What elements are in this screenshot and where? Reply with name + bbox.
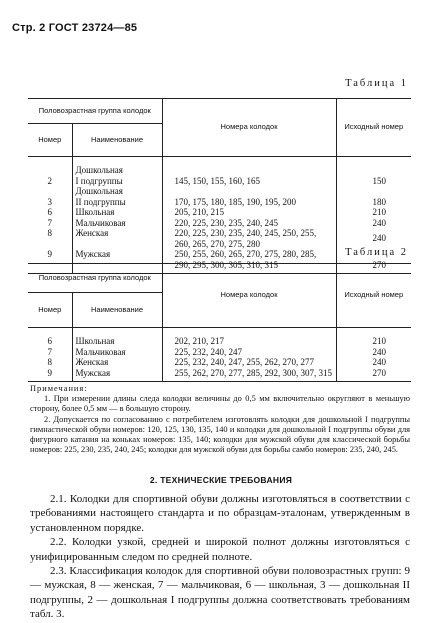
table-row: [28, 207, 411, 218]
row-number: 8: [28, 357, 72, 368]
row-name: Дошкольная I подгруппы: [72, 157, 162, 187]
table2-body: [28, 328, 411, 382]
row-code: 150: [372, 175, 386, 186]
row-name: Дошкольная II подгруппы: [72, 186, 162, 207]
note-item: 2. Допускается по согласованию с потребителем изготовлять колодки для дошкольной I подгруппы гимнастической обуви номеров: 120, 125, 130, 135, 140 и колодки для дошкольной I подгруппы обуви для фигурного катания на коньках номеров: 135, 140; колодки для мужской обуви для классической борьбы номеров: 225, 230, 235, 240, 245; колодки для мужской обуви для борьбы самбо номеров: 235, 240, 245.: [30, 414, 410, 455]
row-sizes: 225, 232, 240, 247, 255, 262, 270, 277: [162, 357, 336, 368]
row-name: Мальчиковая: [72, 347, 162, 358]
row-sizes: 205, 210, 215: [162, 207, 336, 218]
row-code: 270: [336, 249, 411, 274]
paragraph: 2.1. Колодки для спортивной обуви должны изготовляться в соответствии с требованиями настоящего стандарта и по образцам-эталонам, утвержденным в установленном порядке.: [30, 493, 410, 534]
row-number: 9: [28, 249, 72, 274]
table-row: [28, 218, 411, 229]
table1-col-sizes: Номера колодок: [162, 99, 336, 157]
page-header: Стр. 2 ГОСТ 23724—85: [12, 22, 138, 34]
row-name: Мальчиковая: [72, 218, 162, 229]
row-code: 270: [336, 368, 411, 382]
table1-col-name: Наименование: [72, 124, 162, 157]
row-code: 240: [372, 217, 386, 228]
table-row: [28, 186, 411, 207]
row-name: Мужская: [72, 368, 162, 382]
paragraph: 2.3. Классификация колодок для спортивной обуви половозрастных групп: 9 — мужская, 8 — женская, 7 — мальчиковая, 6 — школьная, 3 — дошкольная II подгруппы, 2 — дошкольная I подгруппы должна соответствовать требованиям табл. 3.: [30, 565, 410, 621]
row-number: 9: [28, 368, 72, 382]
row-number: 7: [28, 218, 72, 229]
table2: [28, 263, 411, 382]
table2-col-name: Наименование: [72, 293, 162, 328]
table-row: [28, 357, 411, 368]
notes: [30, 384, 410, 455]
row-sizes: 170, 175, 180, 185, 190, 195, 200: [162, 186, 336, 207]
row-name: Школьная: [72, 328, 162, 347]
row-sizes: 220, 225, 230, 235, 240, 245, 250, 255, 260, 265, 270, 275, 280: [162, 228, 336, 249]
notes-heading: Примечания:: [30, 384, 88, 393]
table2-col-sizes: Номера колодок: [162, 264, 336, 328]
row-sizes: 225, 232, 240, 247: [162, 347, 336, 358]
paragraph: 2.2. Колодки узкой, средней и широкой полнот должны изготовляться с унифицированным следом по средней полноте.: [30, 536, 410, 563]
table2-col-code: Исходный номер: [336, 264, 411, 328]
row-name: Школьная: [72, 207, 162, 218]
table-row: [28, 157, 411, 187]
table2-col-number: Номер: [28, 293, 72, 328]
table-row: [28, 368, 411, 382]
row-code: 240: [372, 357, 386, 367]
table-row: [28, 347, 411, 358]
row-code: 210: [372, 336, 386, 346]
body-text: [30, 492, 410, 622]
row-name: Женская: [72, 357, 162, 368]
table-row: [28, 228, 411, 249]
row-number: 8: [28, 228, 72, 249]
table2-caption: Таблица 2: [345, 247, 408, 258]
section-title: 2. ТЕХНИЧЕСКИЕ ТРЕБОВАНИЯ: [149, 475, 293, 485]
row-sizes: 202, 210, 217: [162, 328, 336, 347]
table1-col-number: Номер: [28, 124, 72, 157]
row-number: 3: [28, 186, 72, 207]
row-code: 210: [372, 207, 386, 217]
table1-group-header: Половозрастная группа колодок: [28, 99, 162, 124]
row-number: 7: [28, 347, 72, 358]
row-sizes: 255, 262, 270, 277, 285, 292, 300, 307, 315: [162, 368, 336, 382]
row-sizes: 250, 255, 260, 265, 270, 275, 280, 285, 290, 295, 300, 305, 310, 315: [162, 249, 336, 274]
row-name: Мужская: [72, 249, 162, 274]
note-item: 1. При измерении длины следа колодки величины до 0,5 мм включительно округляют в меньшую сторону, более 0,5 мм — в большую сторону.: [30, 394, 410, 414]
row-code: 240: [372, 346, 386, 357]
row-code: 180: [372, 196, 386, 207]
row-name: Женская: [72, 228, 162, 249]
row-sizes: 145, 150, 155, 160, 165: [162, 157, 336, 187]
row-number: 6: [28, 207, 72, 218]
table1-col-code: Исходный номер: [336, 99, 411, 157]
row-code: 240: [372, 233, 386, 244]
table-row: [28, 328, 411, 347]
table1-caption: Таблица 1: [345, 78, 408, 89]
row-number: 6: [28, 328, 72, 347]
table2-group-header: Половозрастная группа колодок: [28, 264, 162, 293]
row-number: 2: [28, 157, 72, 187]
row-sizes: 220, 225, 230, 235, 240, 245: [162, 218, 336, 229]
